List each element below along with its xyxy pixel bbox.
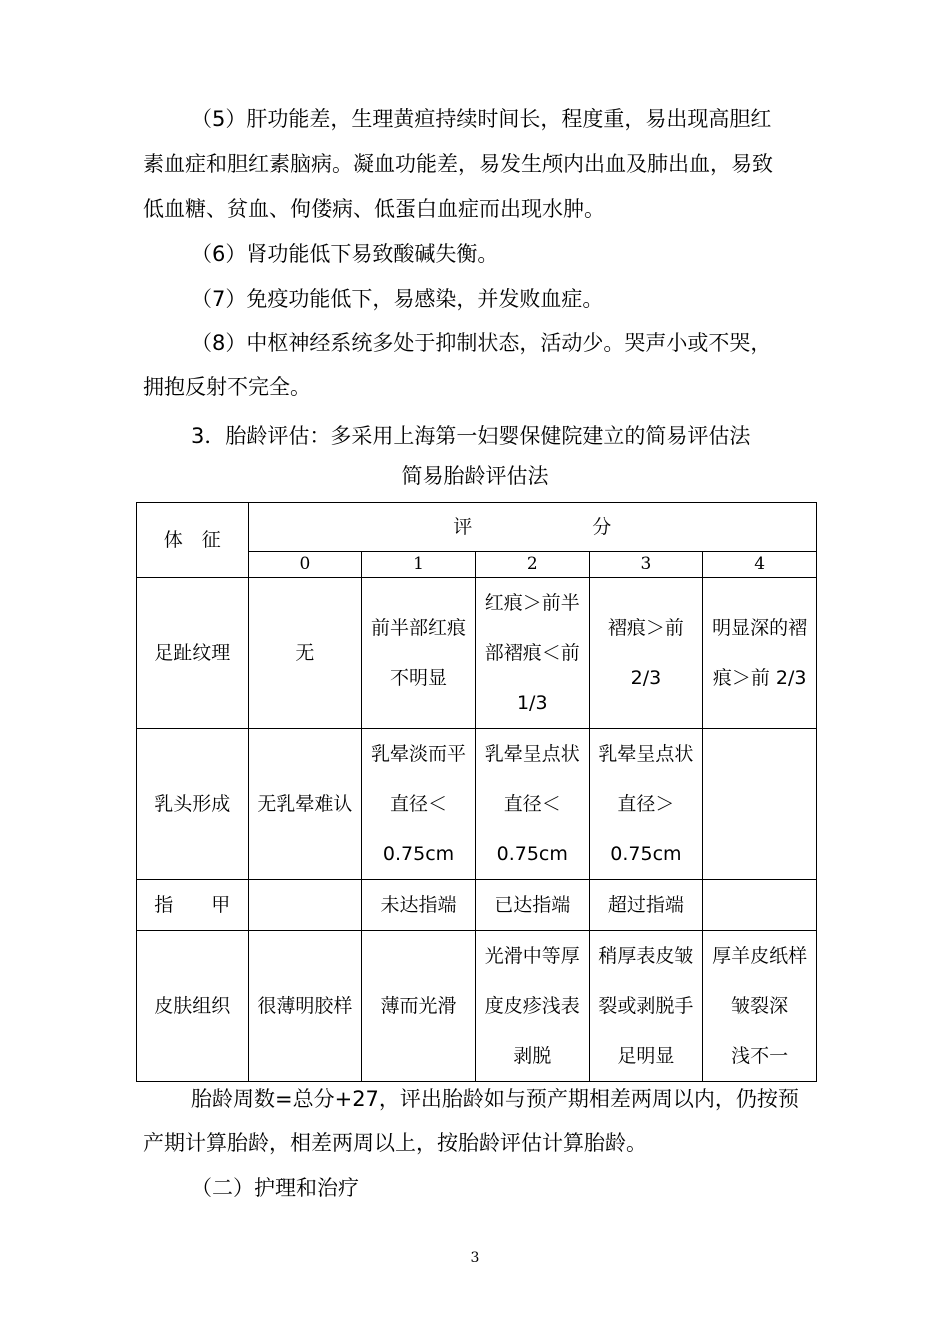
feature-cell: 足趾纹理 (137, 578, 249, 729)
cell-line: 未达指端 (380, 894, 457, 916)
cell-line: 0.75cm (382, 843, 455, 865)
cell-line: 痕＞前 2/3 (712, 667, 807, 689)
score-cell (703, 880, 817, 931)
cell-line: 薄而光滑 (380, 995, 457, 1017)
cell-line: 已达指端 (494, 894, 571, 916)
cell-line: 度皮疹浅表 (484, 995, 580, 1017)
score-cell (248, 729, 362, 880)
cell-line: 剥脱 (513, 1045, 552, 1067)
cell-line: 乳晕呈点状 (598, 743, 694, 765)
cell-line: 不明显 (390, 667, 448, 689)
paragraph-6: （6）肾功能低下易致酸碱失衡。 (191, 242, 499, 266)
score-cell (589, 729, 703, 880)
feature-cell: 乳头形成 (137, 729, 249, 880)
score-cell (248, 931, 362, 1082)
cell-line: 足明显 (617, 1045, 675, 1067)
feature-header: 体 征 (137, 503, 249, 578)
cell-line: 超过指端 (607, 894, 684, 916)
score-cell (589, 931, 703, 1082)
score-cell (703, 931, 817, 1082)
score-col-1: 1 (362, 552, 476, 578)
cell-line: 裂或剥脱手 (598, 995, 694, 1017)
score-cell (475, 578, 589, 729)
score-col-0: 0 (248, 552, 362, 578)
score-header-right: 分 (592, 515, 612, 538)
cell-line: 部褶痕＜前 (484, 642, 580, 664)
score-cell (475, 729, 589, 880)
feature-cell: 皮肤组织 (137, 931, 249, 1082)
cell-line: 浅不一 (731, 1045, 789, 1067)
paragraph-5-line-1: （5）肝功能差，生理黄疸持续时间长，程度重，易出现高胆红 (191, 107, 772, 131)
paragraph-8-line-1: （8）中枢神经系统多处于抑制状态，活动少。哭声小或不哭， (191, 331, 772, 355)
cell-line: 厚羊皮纸样 (712, 945, 808, 967)
cell-line: 稍厚表皮皱 (598, 945, 694, 967)
cell-line: 2/3 (630, 667, 662, 689)
cell-line: 无乳晕难认 (257, 793, 353, 815)
table-body (137, 578, 817, 1082)
table-row (137, 578, 817, 729)
cell-line: 皱裂深 (731, 995, 789, 1017)
table-row (137, 729, 817, 880)
paragraph-5-line-2: 素血症和胆红素脑病。凝血功能差，易发生颅内出血及肺出血，易致 (143, 152, 773, 176)
score-cell (703, 578, 817, 729)
cell-line: 明显深的褶 (712, 617, 808, 639)
gestational-age-table (136, 502, 817, 1082)
cell-line: 1/3 (516, 692, 548, 714)
cell-line: 乳晕淡而平 (371, 743, 467, 765)
cell-line: 0.75cm (610, 843, 682, 865)
cell-line: 光滑中等厚 (484, 945, 580, 967)
subheading-nursing: （二）护理和治疗 (191, 1176, 359, 1200)
cell-line: 褶痕＞前 (607, 617, 684, 639)
cell-line: 0.75cm (496, 843, 568, 865)
score-cell (589, 578, 703, 729)
cell-line: 直径＜ (503, 793, 561, 815)
after-table-line-1: 胎龄周数=总分+27，评出胎龄如与预产期相差两周以内，仍按预 (191, 1087, 799, 1111)
score-cell (362, 729, 476, 880)
score-col-3: 3 (589, 552, 703, 578)
score-cell (475, 880, 589, 931)
score-cell (248, 578, 362, 729)
paragraph-7: （7）免疫功能低下，易感染，并发败血症。 (191, 287, 604, 311)
score-header (248, 503, 816, 552)
feature-cell: 指 甲 (137, 880, 249, 931)
score-cell (475, 931, 589, 1082)
after-table-line-2: 产期计算胎龄，相差两周以上，按胎龄评估计算胎龄。 (143, 1131, 647, 1155)
page-number: 3 (470, 1250, 480, 1266)
score-col-2: 2 (475, 552, 589, 578)
score-cell (362, 931, 476, 1082)
paragraph-5-line-3: 低血糖、贫血、佝偻病、低蛋白血症而出现水肿。 (143, 197, 605, 221)
cell-line: 直径＞ (617, 793, 675, 815)
table-title: 简易胎龄评估法 (401, 464, 549, 488)
score-header-left: 评 (453, 515, 473, 538)
cell-line: 乳晕呈点状 (484, 743, 580, 765)
table-row (137, 931, 817, 1082)
score-cell (589, 880, 703, 931)
cell-line: 红痕＞前半 (484, 592, 580, 614)
cell-line: 无 (295, 642, 315, 664)
cell-line: 直径＜ (390, 793, 448, 815)
table-row (137, 880, 817, 931)
score-cell (703, 729, 817, 880)
paragraph-8-line-2: 拥抱反射不完全。 (143, 375, 311, 399)
cell-line: 前半部红痕 (371, 617, 467, 639)
cell-line: 很薄明胶样 (257, 995, 353, 1017)
section-3-heading: 3．胎龄评估：多采用上海第一妇婴保健院建立的简易评估法 (191, 424, 751, 448)
score-cell (362, 880, 476, 931)
score-col-4: 4 (703, 552, 817, 578)
score-cell (362, 578, 476, 729)
score-cell (248, 880, 362, 931)
